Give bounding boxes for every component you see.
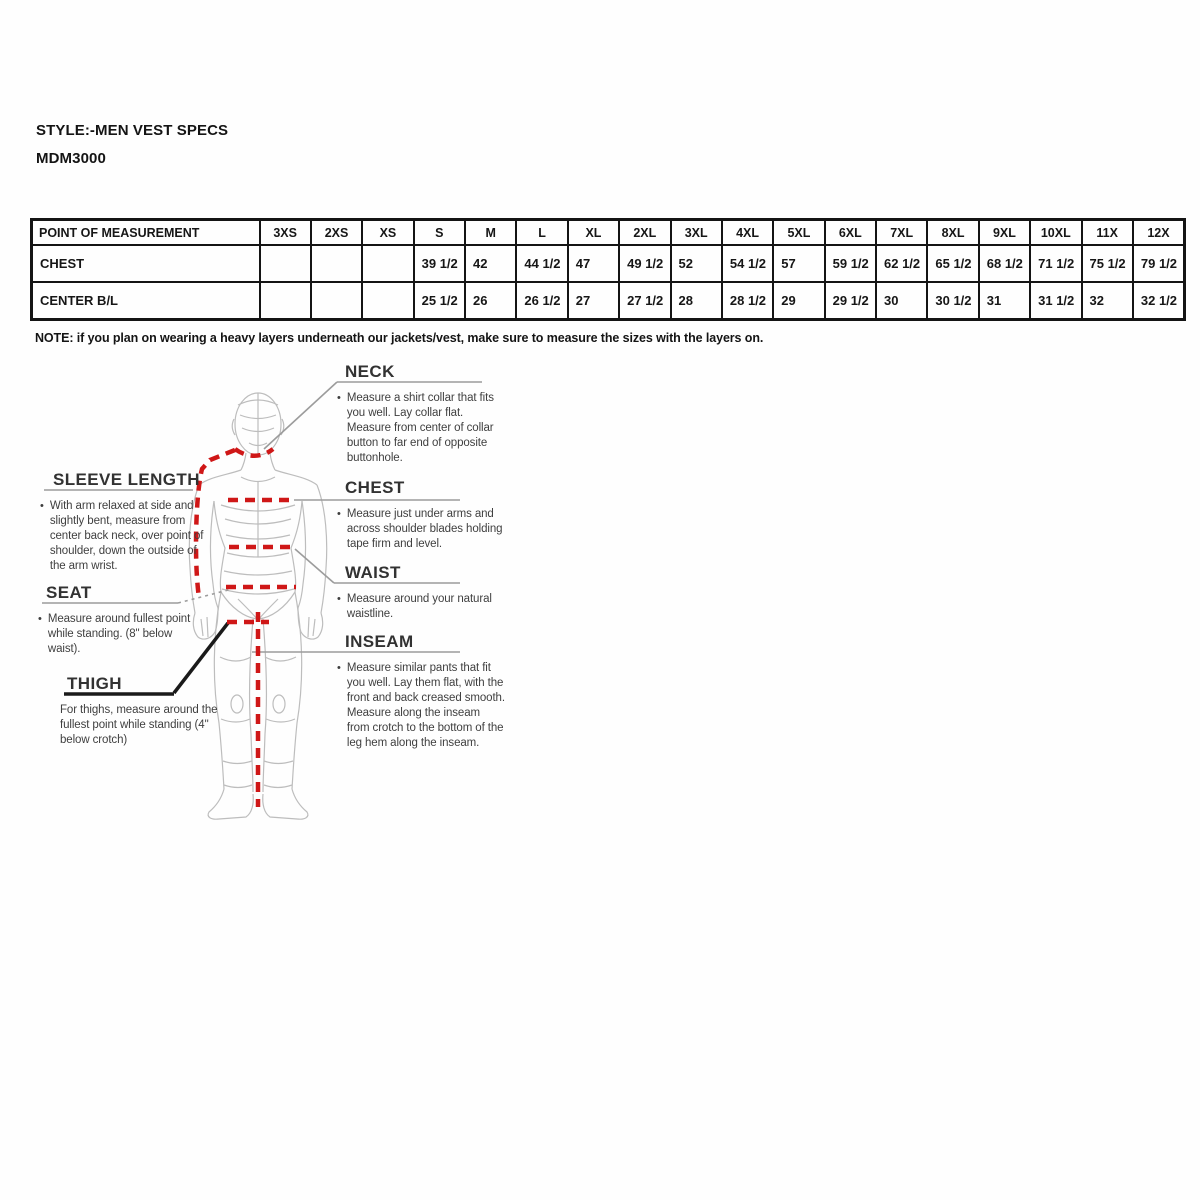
value-cell [311,282,362,320]
value-cell: 71 1/2 [1030,245,1081,282]
style-title: STYLE:-MEN VEST SPECS [36,122,229,139]
value-cell: 29 1/2 [825,282,876,320]
chest-description: Measure just under arms and across shoulder blades holding tape firm and level. [346,508,503,550]
value-cell: XS [362,220,413,246]
guide-section-sleeve-length [40,470,215,574]
size-table [30,218,1186,321]
neck-description: Measure a shirt collar that fits you well. Lay collar flat. Measure from center of collar button to far end of opposite buttonhole. [346,392,494,464]
value-cell: XL [568,220,619,246]
guide-section-neck [337,362,505,466]
value-cell: 29 [773,282,824,320]
value-cell: 31 [979,282,1030,320]
value-cell: M [465,220,516,246]
value-cell: 31 1/2 [1030,282,1081,320]
sleeve-length-description: With arm relaxed at side and slightly bent, measure from center back neck, over point of shoulder, down the outside of the arm wrist. [49,500,204,572]
value-cell: 62 1/2 [876,245,927,282]
value-cell: 39 1/2 [414,245,465,282]
note-text: NOTE: if you plan on wearing a heavy layers underneath our jackets/vest, make sure to measure the sizes with the layers on. [35,331,764,345]
waist-description: Measure around your natural waistline. [346,593,492,620]
bullet-icon: • [337,392,341,404]
value-cell: 57 [773,245,824,282]
neck-dash-line [235,449,273,456]
value-cell: 28 1/2 [722,282,773,320]
value-cell [362,282,413,320]
chest-label: CHEST [345,478,405,497]
seat-description: Measure around fullest point while standing. (8" below waist). [47,613,191,655]
bullet-icon: • [40,500,44,512]
value-cell: 30 [876,282,927,320]
value-cell: 3XL [671,220,722,246]
bullet-icon: • [38,613,42,625]
value-cell: 49 1/2 [619,245,670,282]
value-cell: 8XL [927,220,978,246]
value-cell: 30 1/2 [927,282,978,320]
value-cell: 65 1/2 [927,245,978,282]
title-block [36,121,228,177]
value-cell: 12X [1133,220,1185,246]
sleeve-length-label: SLEEVE LENGTH [53,470,200,489]
size-table-row-chest [32,245,1185,282]
thigh-label: THIGH [67,674,122,693]
row-label-cell: CENTER B/L [32,282,260,320]
value-cell: L [516,220,567,246]
value-cell: 32 1/2 [1133,282,1185,320]
value-cell: 54 1/2 [722,245,773,282]
row-label-cell: POINT OF MEASUREMENT [32,220,260,246]
guide-section-waist [337,563,505,622]
bullet-icon: • [337,593,341,605]
inseam-description: Measure similar pants that fit you well. Lay them flat, with the front and back creased smooth. Measure along the inseam from crotch to the bottom of the leg hem along the inseam. [346,662,505,749]
value-cell: 4XL [722,220,773,246]
value-cell: 75 1/2 [1082,245,1133,282]
guide-section-inseam [337,632,505,751]
value-cell: 26 [465,282,516,320]
bullet-icon: • [337,662,341,674]
value-cell: 7XL [876,220,927,246]
waist-label: WAIST [345,563,401,582]
value-cell: 27 [568,282,619,320]
value-cell: 68 1/2 [979,245,1030,282]
value-cell: 59 1/2 [825,245,876,282]
value-cell: 5XL [773,220,824,246]
value-cell: 25 1/2 [414,282,465,320]
value-cell: 26 1/2 [516,282,567,320]
style-code: MDM3000 [36,150,106,167]
guide-section-seat [38,583,203,657]
value-cell: 44 1/2 [516,245,567,282]
size-table-row-center-bl [32,282,1185,320]
inseam-label: INSEAM [345,632,414,651]
measurement-guide [0,355,640,835]
value-cell: 28 [671,282,722,320]
thigh-description: For thighs, measure around the fullest point while standing (4" below crotch) [60,704,218,746]
value-cell: 6XL [825,220,876,246]
value-cell: S [414,220,465,246]
value-cell: 79 1/2 [1133,245,1185,282]
size-table-header-row [32,220,1185,246]
value-cell [311,245,362,282]
value-cell: 2XS [311,220,362,246]
neck-label: NECK [345,362,395,381]
seat-label: SEAT [46,583,92,602]
value-cell: 2XL [619,220,670,246]
value-cell [260,282,311,320]
value-cell: 10XL [1030,220,1081,246]
guide-section-thigh [60,674,235,748]
value-cell: 3XS [260,220,311,246]
value-cell [362,245,413,282]
value-cell: 42 [465,245,516,282]
value-cell: 32 [1082,282,1133,320]
guide-section-chest [337,478,505,552]
value-cell: 11X [1082,220,1133,246]
bullet-icon: • [337,508,341,520]
value-cell: 47 [568,245,619,282]
value-cell: 52 [671,245,722,282]
value-cell [260,245,311,282]
value-cell: 27 1/2 [619,282,670,320]
row-label-cell: CHEST [32,245,260,282]
value-cell: 9XL [979,220,1030,246]
